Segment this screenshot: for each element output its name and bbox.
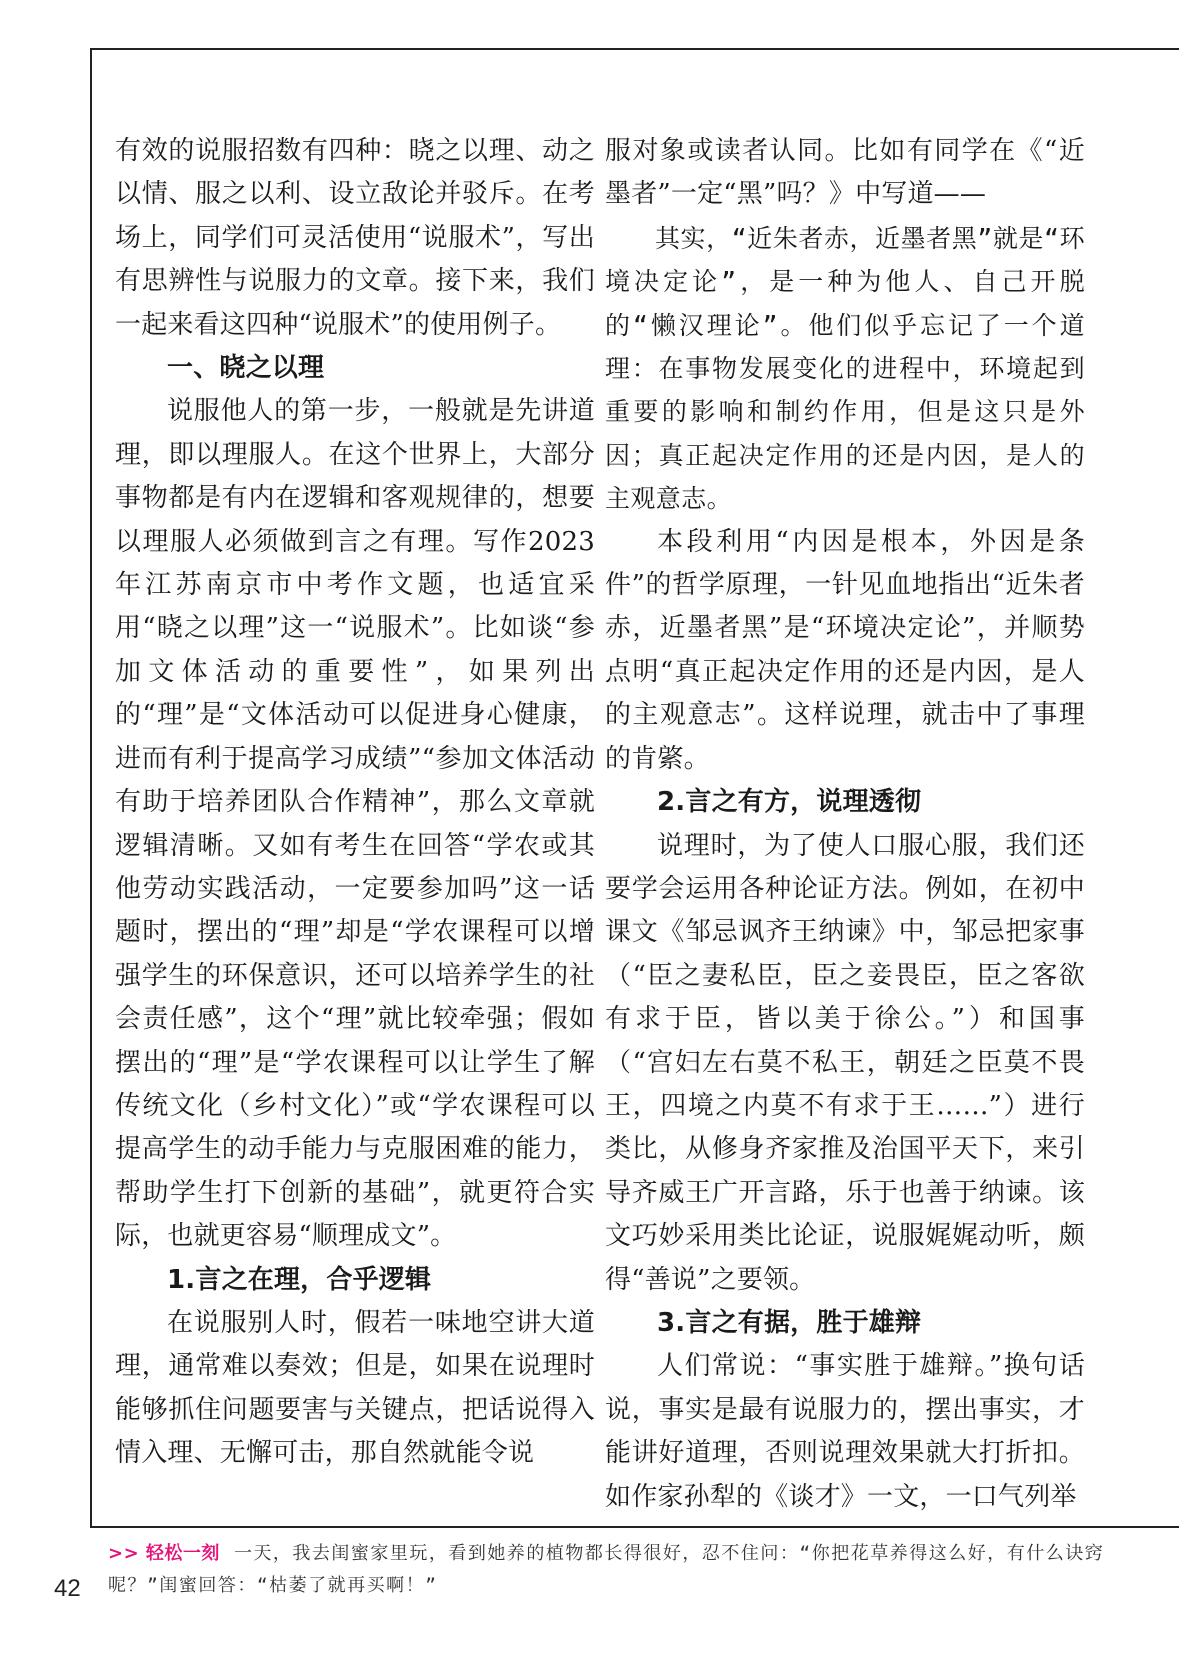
footer-joke: [108, 1538, 1148, 1602]
joke-text: 一天，我去闺蜜家里玩，看到她养的植物都长得很好，忍不住问：“你把花草养得这么好，有什么诀窍呢？”闺蜜回答：“枯萎了就再买啊！”: [108, 1543, 1105, 1596]
method-paragraph: 说理时，为了使人口服心服，我们还要学会运用各种论证方法。例如，在初中课文《邹忌讽齐王纳谏》中，邹忌把家事（“臣之妻私臣，臣之妾畏臣，臣之客欲有求于臣，皆以美于徐公。”）和国事（“宫妇左右莫不私王，朝廷之臣莫不畏王，四境之内莫不有求于王……”）进行类比，从修身齐家推及治国平天下，来引导齐威王广开言路，乐于也善于纳谏。该文巧妙采用类比论证，说服娓娓动听，颇得“善说”之要领。: [605, 830, 1085, 1295]
left-column: [115, 130, 595, 1476]
subheading-logic: 1.言之在理，合乎逻辑: [167, 1264, 432, 1295]
right-column: [605, 130, 1085, 1519]
continued-paragraph: 服对象或读者认同。比如有同学在《“近墨者”一定“黑”吗？》中写道——: [605, 136, 1085, 210]
reason-paragraph: 说服他人的第一步，一般就是先讲道理，即以理服人。在这个世界上，大部分事物都是有内在逻辑和客观规律的，想要以理服人必须做到言之有理。写作2023年江苏南京市中考作文题，也适宜采用“晓之以理”这一“说服术”。比如谈“参加文体活动的重要性”，如果列出的“理”是“文体活动可以促进身心健康，进而有利于提高学习成绩”“参加文体活动有助于培养团队合作精神”，那么文章就逻辑清晰。又如有考生在回答“学农或其他劳动实践活动，一定要参加吗”这一话题时，摆出的“理”却是“学农课程可以增强学生的环保意识，还可以培养学生的社会责任感”，这个“理”就比较牵强；假如摆出的“理”是“学农课程可以让学生了解传统文化（乡村文化）”或“学农课程可以提高学生的动手能力与克服困难的能力，帮助学生打下创新的基础”，就更符合实际，也就更容易“顺理成文”。: [115, 396, 595, 1252]
intro-paragraph: 有效的说服招数有四种：晓之以理、动之以情、服之以利、设立敌论并驳斥。在考场上，同学们可灵活使用“说服术”，写出有思辨性与说服力的文章。接下来，我们一起来看这四种“说服术”的使用例子。: [115, 136, 595, 340]
relax-tag: >> 轻松一刻: [108, 1543, 220, 1564]
page-number: 42: [54, 1575, 81, 1602]
evidence-paragraph: 人们常说：“事实胜于雄辩。”换句话说，事实是最有说服力的，摆出事实，才能讲好道理，否则说理效果就大打折扣。如作家孙犁的《谈才》一文，一口气列举: [605, 1351, 1085, 1512]
analysis-paragraph: 本段利用“内因是根本，外因是条件”的哲学原理，一针见血地指出“近朱者赤，近墨者黑”是“环境决定论”，并顺势点明“真正起决定作用的还是内因，是人的主观意志”。这样说理，就击中了事理的肯綮。: [605, 526, 1085, 774]
subheading-method: 2.言之有方，说理透彻: [657, 787, 922, 818]
section-heading-reason: 一、晓之以理: [167, 353, 325, 384]
quoted-excerpt: 其实，“近朱者赤，近墨者黑”就是“环境决定论”，是一种为他人、自己开脱的“懒汉理论”。他们似乎忘记了一个道理：在事物发展变化的进程中，环境起到重要的影响和制约作用，但是这只是外因；真正起决定作用的还是内因，是人的主观意志。: [605, 223, 1085, 514]
logic-paragraph: 在说服别人时，假若一味地空讲大道理，通常难以奏效；但是，如果在说理时能够抓住问题要害与关键点，把话说得入情入理、无懈可击，那自然就能令说: [115, 1307, 595, 1469]
subheading-evidence: 3.言之有据，胜于雄辩: [657, 1307, 922, 1338]
